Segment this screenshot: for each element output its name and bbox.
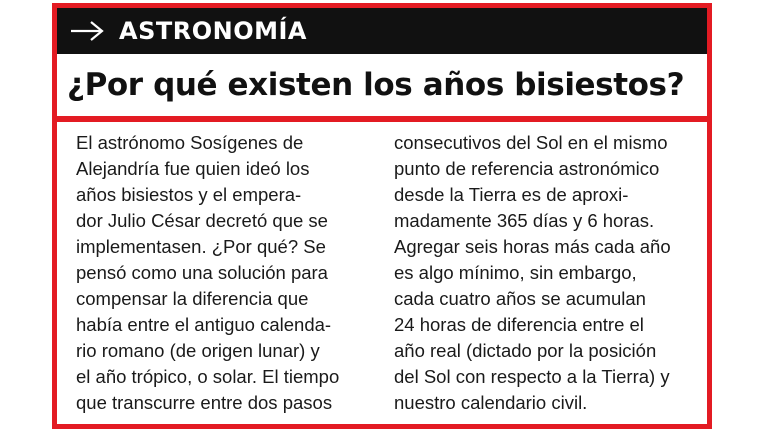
body-line: compensar la diferencia que	[76, 288, 309, 309]
body-line: madamente 365 días y 6 horas.	[394, 210, 655, 231]
body-line: punto de referencia astronómico	[394, 158, 660, 179]
article-box	[52, 3, 712, 429]
right-arrow-icon	[63, 8, 111, 54]
body-line: que transcurre entre dos pasos	[76, 392, 333, 413]
body-line: cada cuatro años se acumulan	[394, 288, 646, 309]
section-header-bar	[57, 8, 707, 54]
body-line: el año trópico, o solar. El tiempo	[76, 366, 340, 387]
body-line: pensó como una solución para	[76, 262, 328, 283]
body-line: 24 horas de diferencia entre el	[394, 314, 644, 335]
article-body	[76, 130, 696, 420]
article-headline: ¿Por qué existen los años bisiestos?	[67, 67, 685, 103]
body-line: implementasen. ¿Por qué? Se	[76, 236, 326, 257]
body-line: El astrónomo Sosígenes de	[76, 132, 304, 153]
body-line: es algo mínimo, sin embargo,	[394, 262, 637, 283]
body-line: nuestro calendario civil.	[394, 392, 588, 413]
body-line: dor Julio César decretó que se	[76, 210, 328, 231]
body-line: desde la Tierra es de aproxi-	[394, 184, 629, 205]
body-line: años bisiestos y el empera-	[76, 184, 302, 205]
body-column-left	[76, 130, 378, 420]
section-label: ASTRONOMÍA	[119, 17, 307, 45]
body-line: Agregar seis horas más cada año	[394, 236, 671, 257]
body-line: rio romano (de origen lunar) y	[76, 340, 320, 361]
body-line: había entre el antiguo calenda-	[76, 314, 332, 335]
body-line: año real (dictado por la posición	[394, 340, 657, 361]
body-line: consecutivos del Sol en el mismo	[394, 132, 668, 153]
right-arrow-icon-graphic	[69, 20, 105, 42]
body-line: Alejandría fue quien ideó los	[76, 158, 310, 179]
headline-area	[57, 54, 707, 116]
body-column-right	[394, 130, 696, 420]
body-line: del Sol con respecto a la Tierra) y	[394, 366, 670, 387]
red-divider	[57, 116, 707, 122]
